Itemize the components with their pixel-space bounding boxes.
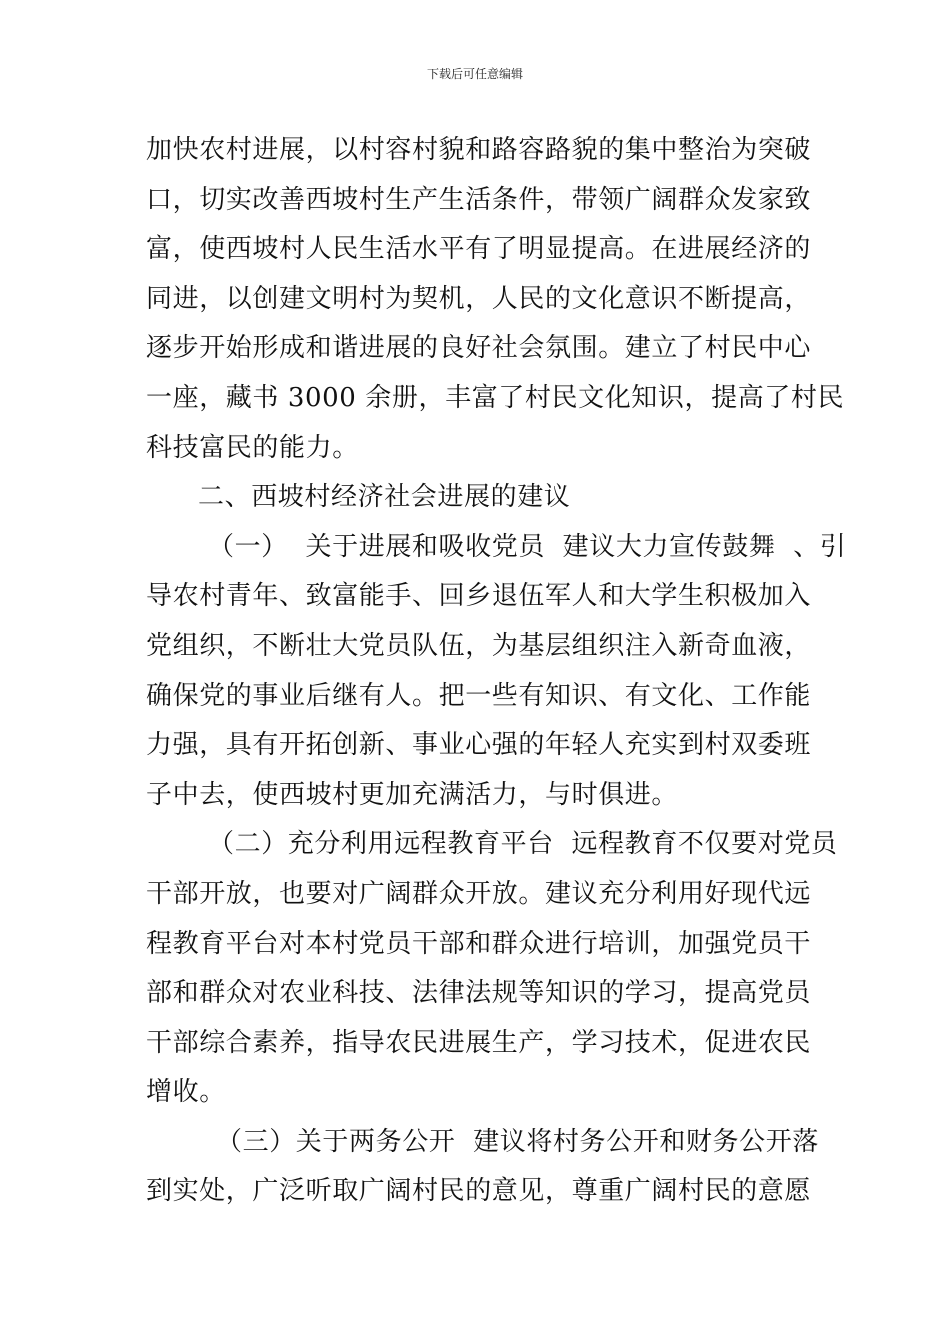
text-line: 程教育平台对本村党员干部和群众进行培训，加强党员干	[146, 928, 812, 959]
subsection-heading-line: （三）关于两务公开 建议将村务公开和财务公开落	[216, 1126, 819, 1157]
text-line: 干部综合素养，指导农民进展生产，学习技术，促进农民	[146, 1027, 812, 1058]
text-line: 增收。	[146, 1077, 226, 1108]
document-body	[146, 126, 847, 1217]
text-line: 口，切实改善西坡村生产生活条件，带领广阔群众发家致	[146, 184, 812, 215]
text-line: 到实处，广泛听取广阔村民的意见，尊重广阔村民的意愿	[146, 1176, 812, 1207]
text-line: 力强，具有开拓创新、事业心强的年轻人充实到村双委班	[146, 730, 812, 761]
text-line: 富，使西坡村人民生活水平有了明显提高。在进展经济的	[146, 234, 812, 265]
text-line: 子中去，使西坡村更加充满活力，与时俱进。	[146, 779, 679, 810]
text-line: 部和群众对农业科技、法律法规等知识的学习，提高党员	[146, 978, 812, 1009]
subsection-heading-line: （一） 关于进展和吸收党员 建议大力宣传鼓舞 、引	[208, 531, 847, 562]
text-line: 一座，藏书 3000 余册，丰富了村民文化知识，提高了村民	[146, 382, 845, 413]
text-line: 加快农村进展，以村容村貌和路容路貌的集中整治为突破	[146, 135, 812, 165]
text-line: 导农村青年、致富能手、回乡退伍军人和大学生积极加入	[146, 581, 812, 612]
text-line: 逐步开始形成和谐进展的良好社会氛围。建立了村民中心	[146, 333, 812, 364]
page-header: 下载后可任意编辑	[426, 67, 523, 81]
text-line: 确保党的事业后继有人。把一些有知识、有文化、工作能	[146, 680, 812, 711]
text-line: 同进，以创建文明村为契机，人民的文化意识不断提高，	[146, 283, 812, 314]
subsection-heading-line: （二）充分利用远程教育平台 远程教育不仅要对党员	[208, 829, 838, 860]
text-line: 党组织，不断壮大党员队伍，为基层组织注入新奇血液，	[146, 630, 812, 661]
section-heading: 二、西坡村经济社会进展的建议	[198, 482, 571, 513]
text-line: 干部开放，也要对广阔群众开放。建议充分利用好现代远	[146, 878, 812, 909]
text-line: 科技富民的能力。	[146, 432, 359, 463]
